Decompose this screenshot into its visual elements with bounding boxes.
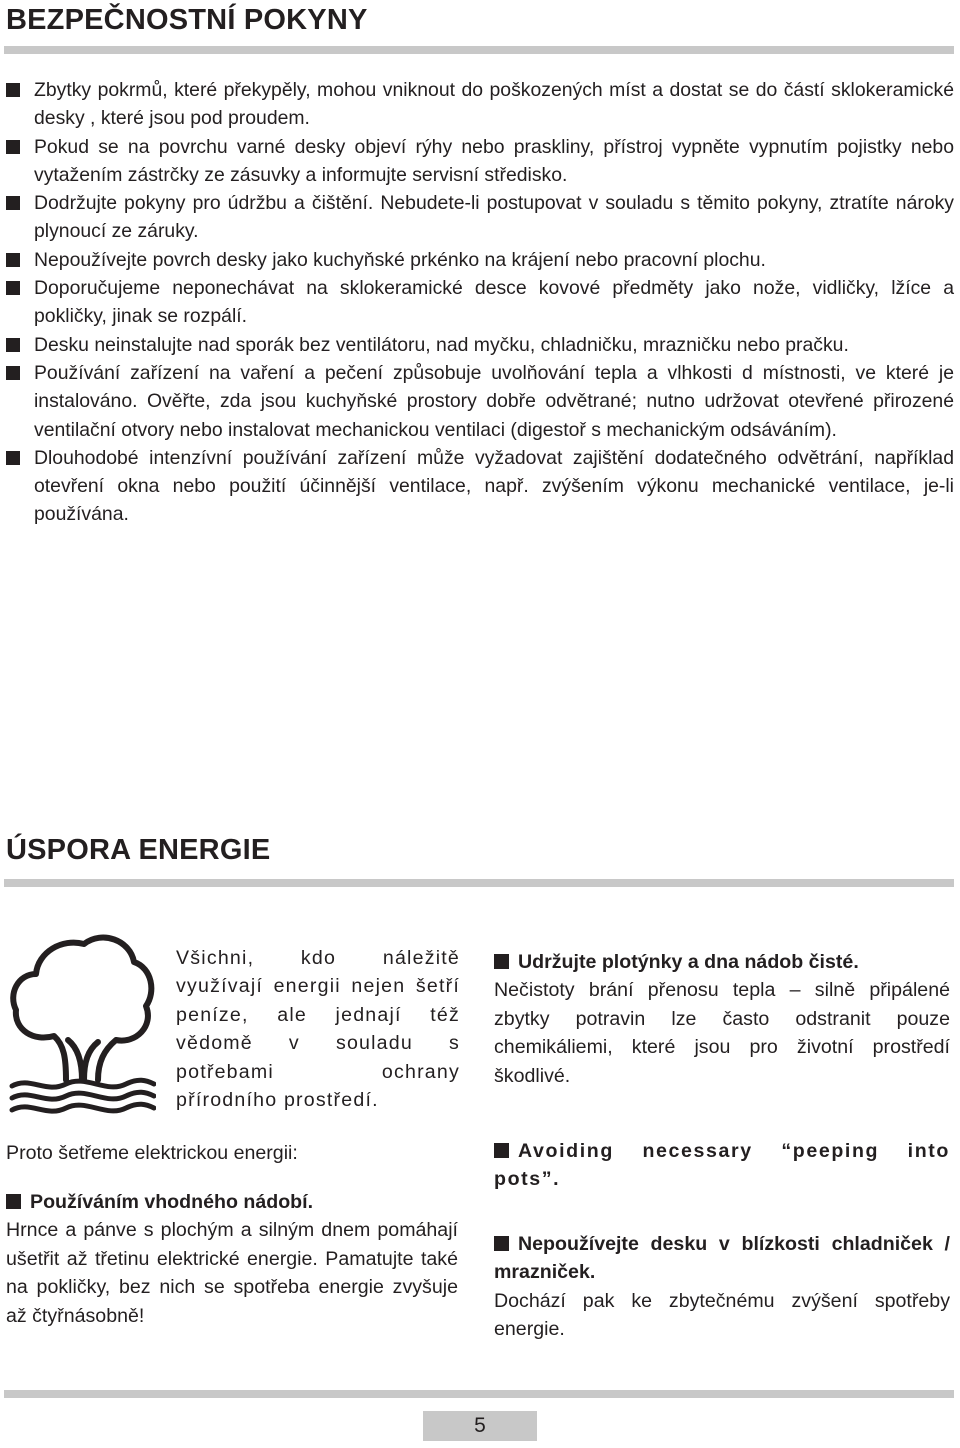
- energy-divider: [4, 879, 954, 887]
- safety-item-text: Desku neinstalujte nad sporák bez ventilátoru, nad myčku, chladničku, mrazničku nebo pračku.: [34, 333, 849, 356]
- energy-tip-body: Dochází pak ke zbytečnému zvýšení spotřeby energie.: [494, 1289, 950, 1341]
- square-bullet-icon: [6, 281, 20, 295]
- energy-tip: [494, 1137, 950, 1194]
- tree-icon: [6, 930, 156, 1120]
- safety-item-text: Nepoužívejte povrch desky jako kuchyňské prkénko na krájení nebo pracovní plochu.: [34, 248, 766, 271]
- energy-tip-body: Nečistoty brání přenosu tepla – silně připálené zbytky potravin lze často odstranit pouze chemikáliemi, které jsou pro životní prostředí škodlivé.: [494, 979, 950, 1087]
- safety-item: [6, 359, 954, 444]
- safety-divider: [4, 46, 954, 54]
- safety-item: [6, 274, 954, 331]
- square-bullet-icon: [6, 338, 20, 352]
- square-bullet-icon: [6, 451, 20, 465]
- energy-heading: ÚSPORA ENERGIE: [6, 834, 271, 866]
- square-bullet-icon: [6, 1194, 21, 1209]
- save-energy-label: Proto šetřeme elektrickou energii:: [6, 1142, 298, 1164]
- safety-item-text: Dodržujte pokyny pro údržbu a čištění. Nebudete-li postupovat v souladu s těmito pokyny, ztratíte nároky plynoucí ze záruky.: [34, 192, 954, 243]
- energy-tip: [6, 1188, 458, 1330]
- energy-tip: [494, 1230, 950, 1344]
- safety-list: [6, 76, 954, 529]
- energy-tip-title: Používáním vhodného nádobí.: [30, 1191, 314, 1213]
- safety-item-text: Doporučujeme neponechávat na sklokeramické desce kovové předměty jako nože, vidličky, lžíce a pokličky, jinak se rozpálí.: [34, 277, 954, 328]
- energy-tip-title: Nepoužívejte desku v blízkosti chladniček / mrazniček.: [494, 1233, 950, 1284]
- safety-item-text: Používání zařízení na vaření a pečení způsobuje uvolňování tepla a vlhkosti d místnosti, ve které je instalováno. Ověřte, zda jsou kuchyňské prostory dobře odvětrané; nutno udržovat otevřené přirozené ventilační otvory nebo instalovat mechanickou ventilaci (digestoř s mechanickým odsáváním).: [34, 361, 954, 441]
- energy-tip-title: Udržujte plotýnky a dna nádob čisté.: [518, 951, 859, 973]
- square-bullet-icon: [494, 1143, 509, 1158]
- safety-item-text: Pokud se na povrchu varné desky objeví rýhy nebo praskliny, přístroj vypněte vypnutím pojistky nebo vytažením zástrčky ze zásuvky a informujte servisní středisko.: [34, 135, 954, 186]
- square-bullet-icon: [6, 140, 20, 154]
- safety-item-text: Dlouhodobé intenzívní používání zařízení může vyžadovat zajištění dodatečného odvětrání, například otevření okna nebo použití účinnější ventilace, např. zvýšením výkonu mechanické ventilace, je-li používána.: [34, 446, 954, 526]
- energy-intro: Všichni, kdo náležitě využívají energii nejen šetří peníze, ale jednají též vědomě v souladu s potřebami ochrany přírodního prostředí.: [176, 947, 460, 1112]
- square-bullet-icon: [6, 83, 20, 97]
- footer-divider: [4, 1390, 954, 1398]
- safety-item: [6, 444, 954, 529]
- safety-heading: BEZPEČNOSTNÍ POKYNY: [6, 4, 368, 36]
- energy-tip: [494, 948, 950, 1090]
- square-bullet-icon: [6, 253, 20, 267]
- square-bullet-icon: [6, 196, 20, 210]
- safety-item-text: Zbytky pokrmů, které překypěly, mohou vniknout do poškozených míst a dostat se do částí sklokeramické desky , které jsou pod proudem.: [34, 79, 954, 130]
- square-bullet-icon: [494, 1236, 509, 1251]
- safety-item: [6, 133, 954, 190]
- square-bullet-icon: [494, 954, 509, 969]
- safety-item: [6, 331, 954, 359]
- page-number: 5: [423, 1411, 537, 1441]
- safety-item: [6, 189, 954, 246]
- square-bullet-icon: [6, 366, 20, 380]
- energy-tip-body: Hrnce a pánve s plochým a silným dnem pomáhají ušetřit až třetinu elektrické energie. Pamatujte také na pokličky, bez nich se spotřeba energie zvyšuje až čtyřnásobně!: [6, 1219, 458, 1327]
- safety-item: [6, 246, 954, 274]
- energy-tip-title: Avoiding necessary “peeping into pots”.: [494, 1140, 950, 1191]
- safety-item: [6, 76, 954, 133]
